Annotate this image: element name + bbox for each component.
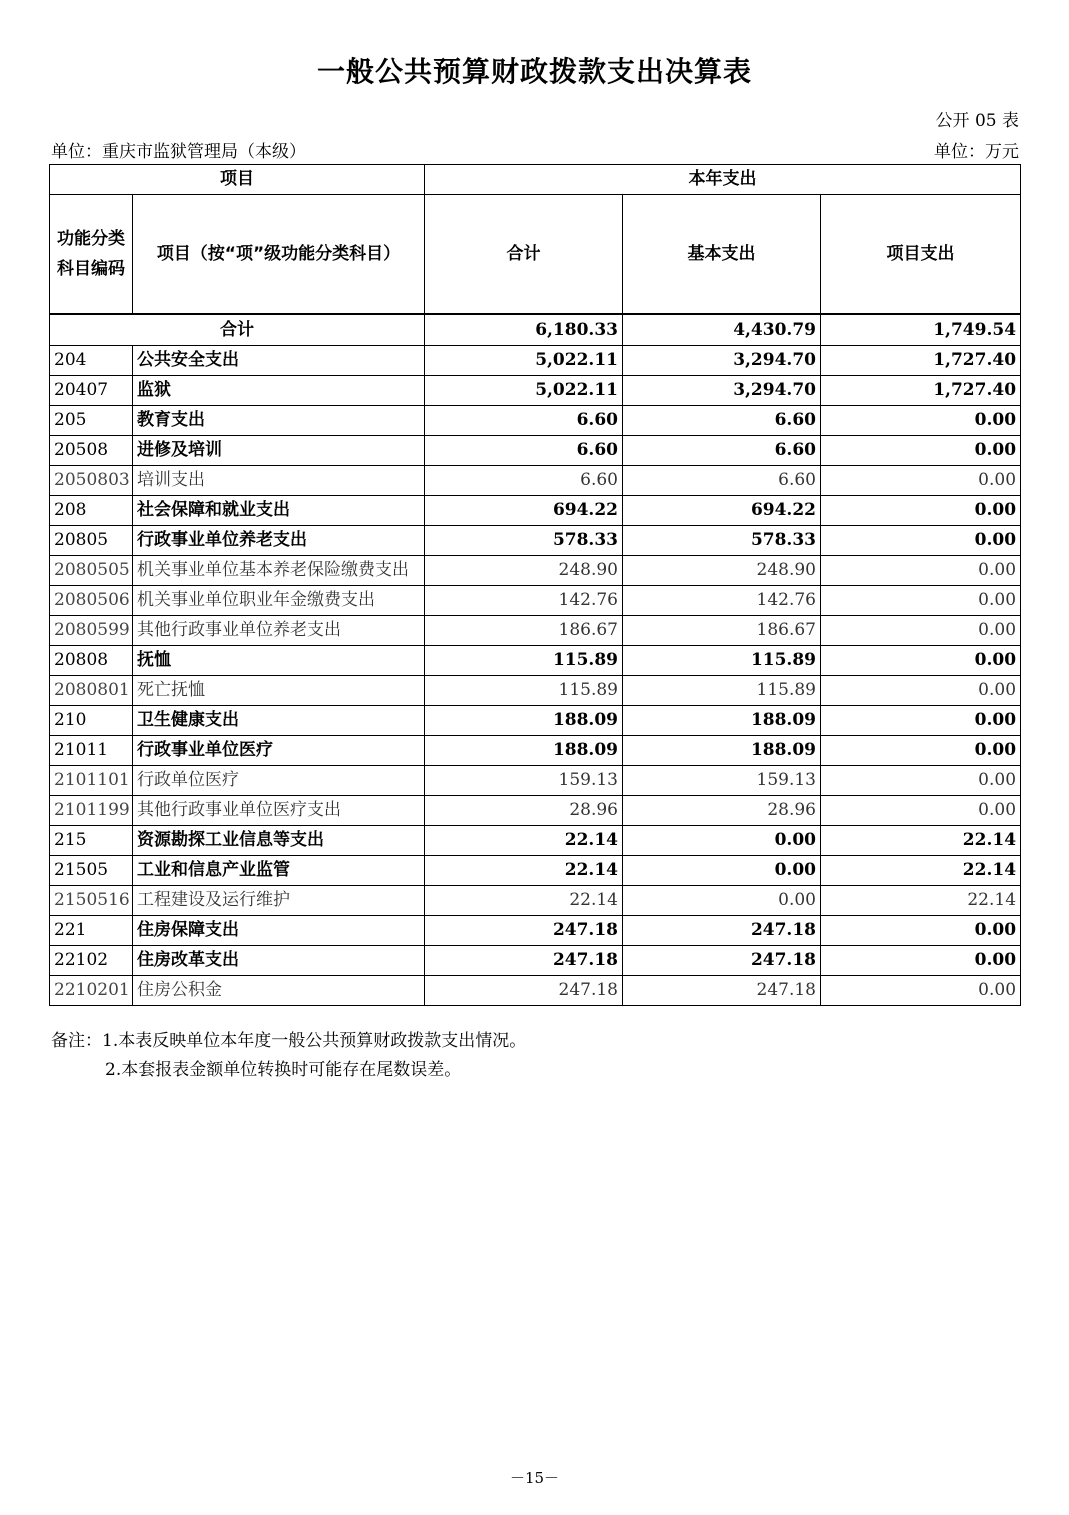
row-code: 2080801 <box>50 676 133 706</box>
row-total: 22.14 <box>425 856 623 886</box>
row-project: 0.00 <box>821 676 1021 706</box>
row-code: 210 <box>50 706 133 736</box>
table-row <box>50 346 1021 376</box>
total-total: 6,180.33 <box>425 314 623 346</box>
row-total: 247.18 <box>425 916 623 946</box>
row-project: 0.00 <box>821 436 1021 466</box>
row-basic: 247.18 <box>623 976 821 1006</box>
row-name: 社会保障和就业支出 <box>133 496 425 526</box>
row-basic: 6.60 <box>623 466 821 496</box>
row-project: 0.00 <box>821 496 1021 526</box>
row-project: 0.00 <box>821 526 1021 556</box>
row-basic: 0.00 <box>623 886 821 916</box>
row-total: 6.60 <box>425 406 623 436</box>
total-row <box>50 314 1021 346</box>
row-name: 住房保障支出 <box>133 916 425 946</box>
header-current-year: 本年支出 <box>425 165 1021 195</box>
row-code: 208 <box>50 496 133 526</box>
header-total: 合计 <box>425 195 623 315</box>
row-code: 21505 <box>50 856 133 886</box>
row-code: 215 <box>50 826 133 856</box>
row-total: 578.33 <box>425 526 623 556</box>
row-project: 1,727.40 <box>821 376 1021 406</box>
row-name: 监狱 <box>133 376 425 406</box>
table-row <box>50 376 1021 406</box>
row-code: 20805 <box>50 526 133 556</box>
expenditure-table <box>49 164 1021 1006</box>
row-basic: 0.00 <box>623 826 821 856</box>
note-line-1: 备注：1.本表反映单位本年度一般公共预算财政拨款支出情况。 <box>51 1031 527 1051</box>
table-row <box>50 916 1021 946</box>
row-code: 204 <box>50 346 133 376</box>
row-total: 247.18 <box>425 976 623 1006</box>
row-code: 2210201 <box>50 976 133 1006</box>
row-name: 其他行政事业单位养老支出 <box>133 616 425 646</box>
row-name: 住房改革支出 <box>133 946 425 976</box>
page-title: 一般公共预算财政拨款支出决算表 <box>316 55 752 88</box>
row-total: 115.89 <box>425 646 623 676</box>
row-total: 159.13 <box>425 766 623 796</box>
row-total: 115.89 <box>425 676 623 706</box>
row-code: 221 <box>50 916 133 946</box>
row-code: 2080599 <box>50 616 133 646</box>
row-project: 0.00 <box>821 766 1021 796</box>
row-basic: 6.60 <box>623 436 821 466</box>
row-name: 行政事业单位养老支出 <box>133 526 425 556</box>
row-project: 0.00 <box>821 406 1021 436</box>
currency-unit: 单位：万元 <box>934 142 1019 162</box>
row-project: 0.00 <box>821 616 1021 646</box>
total-project: 1,749.54 <box>821 314 1021 346</box>
row-basic: 142.76 <box>623 586 821 616</box>
row-name: 抚恤 <box>133 646 425 676</box>
row-code: 22102 <box>50 946 133 976</box>
header-project: 项目 <box>50 165 425 195</box>
row-name: 培训支出 <box>133 466 425 496</box>
row-basic: 3,294.70 <box>623 376 821 406</box>
reporting-unit: 单位：重庆市监狱管理局（本级） <box>51 142 306 162</box>
row-project: 0.00 <box>821 796 1021 826</box>
row-name: 卫生健康支出 <box>133 706 425 736</box>
row-total: 6.60 <box>425 436 623 466</box>
row-total: 247.18 <box>425 946 623 976</box>
header-name: 项目（按“项”级功能分类科目） <box>133 195 425 315</box>
note-line-2: 2.本套报表金额单位转换时可能存在尾数误差。 <box>105 1060 462 1080</box>
row-total: 188.09 <box>425 736 623 766</box>
table-row <box>50 496 1021 526</box>
total-basic: 4,430.79 <box>623 314 821 346</box>
row-project: 0.00 <box>821 466 1021 496</box>
table-row <box>50 766 1021 796</box>
row-name: 其他行政事业单位医疗支出 <box>133 796 425 826</box>
row-basic: 6.60 <box>623 406 821 436</box>
row-basic: 248.90 <box>623 556 821 586</box>
form-number: 公开 05 表 <box>935 111 1019 131</box>
row-total: 22.14 <box>425 886 623 916</box>
table-row <box>50 796 1021 826</box>
header-basic: 基本支出 <box>623 195 821 315</box>
row-project: 1,727.40 <box>821 346 1021 376</box>
row-total: 6.60 <box>425 466 623 496</box>
row-project: 22.14 <box>821 856 1021 886</box>
table-row <box>50 406 1021 436</box>
row-project: 0.00 <box>821 976 1021 1006</box>
row-basic: 0.00 <box>623 856 821 886</box>
table-row <box>50 736 1021 766</box>
row-name: 行政单位医疗 <box>133 766 425 796</box>
row-code: 2101199 <box>50 796 133 826</box>
row-project: 22.14 <box>821 826 1021 856</box>
row-name: 死亡抚恤 <box>133 676 425 706</box>
row-code: 21011 <box>50 736 133 766</box>
row-code: 205 <box>50 406 133 436</box>
header-row-2 <box>50 195 1021 315</box>
table-row <box>50 856 1021 886</box>
table-row <box>50 886 1021 916</box>
row-code: 20407 <box>50 376 133 406</box>
row-project: 0.00 <box>821 736 1021 766</box>
row-name: 机关事业单位基本养老保险缴费支出 <box>133 556 425 586</box>
row-project: 0.00 <box>821 556 1021 586</box>
row-total: 186.67 <box>425 616 623 646</box>
row-total: 142.76 <box>425 586 623 616</box>
row-basic: 115.89 <box>623 646 821 676</box>
row-name: 公共安全支出 <box>133 346 425 376</box>
row-total: 28.96 <box>425 796 623 826</box>
header-code: 功能分类科目编码 <box>50 195 133 315</box>
row-code: 2080505 <box>50 556 133 586</box>
table-row <box>50 436 1021 466</box>
row-project: 0.00 <box>821 946 1021 976</box>
row-basic: 28.96 <box>623 796 821 826</box>
row-basic: 188.09 <box>623 736 821 766</box>
row-project: 0.00 <box>821 586 1021 616</box>
header-project-exp: 项目支出 <box>821 195 1021 315</box>
row-basic: 186.67 <box>623 616 821 646</box>
row-name: 行政事业单位医疗 <box>133 736 425 766</box>
row-code: 2050803 <box>50 466 133 496</box>
row-project: 0.00 <box>821 706 1021 736</box>
row-code: 2150516 <box>50 886 133 916</box>
row-name: 工业和信息产业监管 <box>133 856 425 886</box>
table-row <box>50 646 1021 676</box>
page-number: －15－ <box>509 1469 560 1487</box>
row-basic: 247.18 <box>623 946 821 976</box>
row-code: 20508 <box>50 436 133 466</box>
row-basic: 578.33 <box>623 526 821 556</box>
row-name: 机关事业单位职业年金缴费支出 <box>133 586 425 616</box>
table-row <box>50 706 1021 736</box>
table-row <box>50 676 1021 706</box>
table-row <box>50 466 1021 496</box>
row-name: 进修及培训 <box>133 436 425 466</box>
row-total: 22.14 <box>425 826 623 856</box>
row-basic: 3,294.70 <box>623 346 821 376</box>
table-row <box>50 556 1021 586</box>
table-row <box>50 616 1021 646</box>
row-name: 工程建设及运行维护 <box>133 886 425 916</box>
table-row <box>50 826 1021 856</box>
row-basic: 159.13 <box>623 766 821 796</box>
row-name: 住房公积金 <box>133 976 425 1006</box>
header-row-1 <box>50 165 1021 195</box>
row-name: 资源勘探工业信息等支出 <box>133 826 425 856</box>
row-basic: 188.09 <box>623 706 821 736</box>
row-code: 2101101 <box>50 766 133 796</box>
table-row <box>50 526 1021 556</box>
row-name: 教育支出 <box>133 406 425 436</box>
table-row <box>50 976 1021 1006</box>
table-row <box>50 586 1021 616</box>
row-basic: 694.22 <box>623 496 821 526</box>
notes <box>51 1027 526 1085</box>
row-code: 20808 <box>50 646 133 676</box>
row-project: 22.14 <box>821 886 1021 916</box>
row-total: 5,022.11 <box>425 346 623 376</box>
row-total: 188.09 <box>425 706 623 736</box>
row-project: 0.00 <box>821 646 1021 676</box>
total-label: 合计 <box>50 314 425 346</box>
table-row <box>50 946 1021 976</box>
row-total: 5,022.11 <box>425 376 623 406</box>
row-basic: 115.89 <box>623 676 821 706</box>
row-project: 0.00 <box>821 916 1021 946</box>
row-total: 248.90 <box>425 556 623 586</box>
row-basic: 247.18 <box>623 916 821 946</box>
row-code: 2080506 <box>50 586 133 616</box>
row-total: 694.22 <box>425 496 623 526</box>
